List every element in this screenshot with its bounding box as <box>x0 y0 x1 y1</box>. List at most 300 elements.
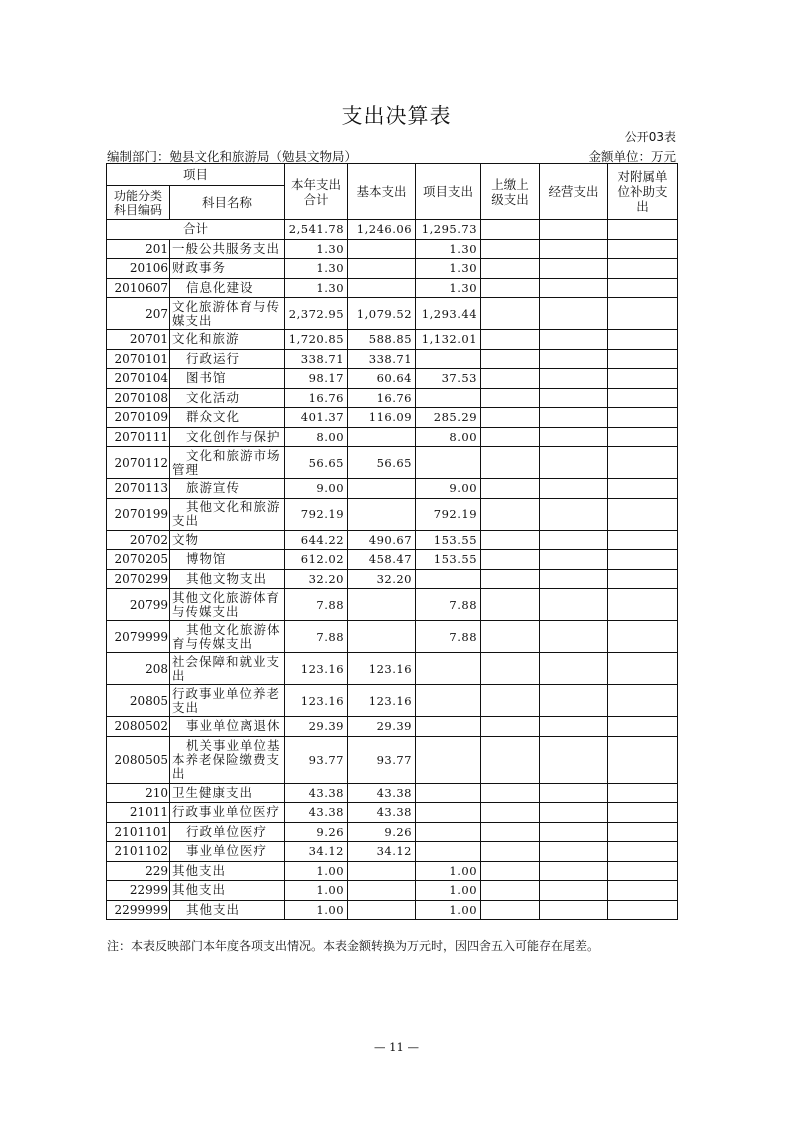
row-business <box>540 736 608 783</box>
row-upper <box>481 861 540 881</box>
row-upper <box>481 685 540 717</box>
table-row <box>107 408 678 428</box>
row-business <box>540 447 608 479</box>
row-business <box>540 530 608 550</box>
row-subsidy <box>608 685 678 717</box>
table-row <box>107 388 678 408</box>
row-name <box>170 736 285 783</box>
header-code: 功能分类科目编码 <box>107 186 170 220</box>
table-row <box>107 842 678 862</box>
table-number: 公开03表 <box>624 130 676 144</box>
row-total: 1.30 <box>285 239 348 259</box>
row-name: 财政事务 <box>170 259 285 279</box>
row-business <box>540 427 608 447</box>
row-total: 1,720.85 <box>285 330 348 350</box>
header-name: 科目名称 <box>170 186 285 220</box>
row-basic: 9.26 <box>348 822 416 842</box>
row-upper <box>481 388 540 408</box>
row-name <box>170 842 285 862</box>
row-name <box>170 447 285 479</box>
row-total: 9.00 <box>285 479 348 499</box>
row-project: 153.55 <box>416 530 481 550</box>
row-basic <box>348 259 416 279</box>
row-name-text: 其他文化和旅游支出 <box>172 499 281 528</box>
row-total: 123.16 <box>285 685 348 717</box>
row-code: 21011 <box>107 803 170 823</box>
header-total: 本年支出合计 <box>285 164 348 220</box>
header-business: 经营支出 <box>540 164 608 220</box>
row-subsidy <box>608 530 678 550</box>
row-code: 2010607 <box>107 278 170 298</box>
row-code: 2080502 <box>107 717 170 737</box>
header-project: 项目支出 <box>416 164 481 220</box>
row-name <box>170 550 285 570</box>
total-basic: 1,246.06 <box>348 220 416 240</box>
row-name: 文化和旅游 <box>170 330 285 350</box>
row-project: 1.00 <box>416 861 481 881</box>
header-basic: 基本支出 <box>348 164 416 220</box>
row-name <box>170 369 285 389</box>
unit-label: 金额单位：万元 <box>588 149 676 164</box>
row-total: 1.00 <box>285 861 348 881</box>
row-business <box>540 369 608 389</box>
row-name: 文物 <box>170 530 285 550</box>
row-project <box>416 803 481 823</box>
row-subsidy <box>608 861 678 881</box>
row-project <box>416 447 481 479</box>
row-name-text: 图书馆 <box>186 370 227 386</box>
row-name-text: 文化活动 <box>186 389 241 405</box>
row-project <box>416 685 481 717</box>
row-upper <box>481 408 540 428</box>
row-project: 1.30 <box>416 239 481 259</box>
row-total: 34.12 <box>285 842 348 862</box>
row-project: 7.88 <box>416 589 481 621</box>
row-code: 208 <box>107 653 170 685</box>
row-project <box>416 653 481 685</box>
row-subsidy <box>608 881 678 901</box>
row-code: 20701 <box>107 330 170 350</box>
row-name: 行政事业单位医疗 <box>170 803 285 823</box>
row-total: 7.88 <box>285 621 348 653</box>
table-row <box>107 550 678 570</box>
row-project <box>416 349 481 369</box>
row-subsidy <box>608 349 678 369</box>
row-project: 153.55 <box>416 550 481 570</box>
row-project: 1,132.01 <box>416 330 481 350</box>
row-business <box>540 479 608 499</box>
row-business <box>540 349 608 369</box>
row-name-text: 事业单位医疗 <box>186 843 268 859</box>
row-project: 792.19 <box>416 498 481 530</box>
row-project: 8.00 <box>416 427 481 447</box>
row-name-text: 旅游宣传 <box>186 480 241 496</box>
row-upper <box>481 479 540 499</box>
row-code: 229 <box>107 861 170 881</box>
table-row <box>107 479 678 499</box>
row-business <box>540 842 608 862</box>
row-basic <box>348 278 416 298</box>
row-basic: 116.09 <box>348 408 416 428</box>
row-upper <box>481 803 540 823</box>
row-name-text: 其他文物支出 <box>186 570 268 586</box>
row-project: 1.30 <box>416 278 481 298</box>
row-code: 20702 <box>107 530 170 550</box>
row-subsidy <box>608 736 678 783</box>
row-total: 1.30 <box>285 278 348 298</box>
row-upper <box>481 589 540 621</box>
row-subsidy <box>608 822 678 842</box>
row-code: 2070101 <box>107 349 170 369</box>
row-code: 2079999 <box>107 621 170 653</box>
row-upper <box>481 259 540 279</box>
row-total: 43.38 <box>285 803 348 823</box>
row-business <box>540 783 608 803</box>
row-total: 32.20 <box>285 569 348 589</box>
row-subsidy <box>608 259 678 279</box>
row-upper <box>481 530 540 550</box>
row-upper <box>481 822 540 842</box>
row-business <box>540 388 608 408</box>
row-code: 2070299 <box>107 569 170 589</box>
row-business <box>540 278 608 298</box>
row-basic: 1,079.52 <box>348 298 416 330</box>
table-row <box>107 530 678 550</box>
row-basic: 338.71 <box>348 349 416 369</box>
row-total: 9.26 <box>285 822 348 842</box>
row-total: 338.71 <box>285 349 348 369</box>
row-basic: 588.85 <box>348 330 416 350</box>
table-row <box>107 822 678 842</box>
row-upper <box>481 427 540 447</box>
row-code: 20799 <box>107 589 170 621</box>
row-subsidy <box>608 427 678 447</box>
total-row <box>107 220 678 240</box>
row-code: 2070112 <box>107 447 170 479</box>
table-row <box>107 685 678 717</box>
row-subsidy <box>608 369 678 389</box>
table-row <box>107 736 678 783</box>
row-basic: 490.67 <box>348 530 416 550</box>
row-subsidy <box>608 717 678 737</box>
row-business <box>540 259 608 279</box>
row-project <box>416 822 481 842</box>
row-upper <box>481 653 540 685</box>
row-business <box>540 803 608 823</box>
row-subsidy <box>608 408 678 428</box>
row-project: 1.00 <box>416 900 481 920</box>
table-row <box>107 803 678 823</box>
row-basic <box>348 589 416 621</box>
row-upper <box>481 736 540 783</box>
row-upper <box>481 621 540 653</box>
table-row <box>107 783 678 803</box>
header-upper: 上缴上级支出 <box>481 164 540 220</box>
row-upper <box>481 900 540 920</box>
row-name-text: 行政运行 <box>186 350 241 366</box>
row-total: 93.77 <box>285 736 348 783</box>
row-name-text: 其他文化旅游体育与传媒支出 <box>172 621 281 651</box>
row-code: 20106 <box>107 259 170 279</box>
row-upper <box>481 717 540 737</box>
row-code: 2070205 <box>107 550 170 570</box>
table-row <box>107 427 678 447</box>
row-subsidy <box>608 653 678 685</box>
row-name: 行政事业单位养老支出 <box>170 685 285 717</box>
row-project: 37.53 <box>416 369 481 389</box>
row-code: 2070109 <box>107 408 170 428</box>
row-total: 1.30 <box>285 259 348 279</box>
row-subsidy <box>608 278 678 298</box>
total-label: 合计 <box>107 220 285 240</box>
table-row <box>107 717 678 737</box>
row-total: 2,372.95 <box>285 298 348 330</box>
row-basic: 60.64 <box>348 369 416 389</box>
row-name: 卫生健康支出 <box>170 783 285 803</box>
row-name-text: 事业单位离退休 <box>186 718 281 734</box>
row-basic <box>348 239 416 259</box>
table-row <box>107 861 678 881</box>
row-business <box>540 498 608 530</box>
row-business <box>540 621 608 653</box>
table-row <box>107 369 678 389</box>
row-name: 其他支出 <box>170 881 285 901</box>
row-basic: 32.20 <box>348 569 416 589</box>
row-basic: 123.16 <box>348 653 416 685</box>
row-subsidy <box>608 550 678 570</box>
row-code: 2101101 <box>107 822 170 842</box>
row-upper <box>481 842 540 862</box>
row-upper <box>481 569 540 589</box>
row-upper <box>481 239 540 259</box>
table-row <box>107 653 678 685</box>
row-subsidy <box>608 479 678 499</box>
row-basic: 29.39 <box>348 717 416 737</box>
row-project <box>416 717 481 737</box>
row-project <box>416 388 481 408</box>
row-name <box>170 408 285 428</box>
row-name <box>170 717 285 737</box>
row-business <box>540 569 608 589</box>
table-row <box>107 498 678 530</box>
row-subsidy <box>608 498 678 530</box>
total-business <box>540 220 608 240</box>
row-basic <box>348 427 416 447</box>
row-upper <box>481 881 540 901</box>
row-business <box>540 550 608 570</box>
row-upper <box>481 447 540 479</box>
row-basic <box>348 861 416 881</box>
row-basic <box>348 479 416 499</box>
row-subsidy <box>608 803 678 823</box>
row-name: 其他支出 <box>170 861 285 881</box>
row-subsidy <box>608 783 678 803</box>
page-title: 支出决算表 <box>341 104 452 128</box>
row-basic: 43.38 <box>348 783 416 803</box>
row-code: 2070113 <box>107 479 170 499</box>
row-name: 社会保障和就业支出 <box>170 653 285 685</box>
row-business <box>540 717 608 737</box>
row-business <box>540 822 608 842</box>
row-upper <box>481 298 540 330</box>
total-subsidy <box>608 220 678 240</box>
row-project: 1.30 <box>416 259 481 279</box>
total-amount: 2,541.78 <box>285 220 348 240</box>
table-row <box>107 330 678 350</box>
row-name <box>170 349 285 369</box>
row-business <box>540 589 608 621</box>
table-row <box>107 589 678 621</box>
row-subsidy <box>608 239 678 259</box>
row-code: 2070199 <box>107 498 170 530</box>
table-row <box>107 278 678 298</box>
row-basic: 123.16 <box>348 685 416 717</box>
table-row <box>107 239 678 259</box>
row-subsidy <box>608 330 678 350</box>
row-name: 一般公共服务支出 <box>170 239 285 259</box>
row-total: 56.65 <box>285 447 348 479</box>
table-row <box>107 259 678 279</box>
row-project: 1.00 <box>416 881 481 901</box>
row-project: 9.00 <box>416 479 481 499</box>
row-code: 2070104 <box>107 369 170 389</box>
row-subsidy <box>608 298 678 330</box>
row-name: 其他文化旅游体育与传媒支出 <box>170 589 285 621</box>
total-upper <box>481 220 540 240</box>
row-name-text: 文化创作与保护 <box>186 428 281 444</box>
row-code: 207 <box>107 298 170 330</box>
row-business <box>540 881 608 901</box>
row-basic <box>348 881 416 901</box>
table-row <box>107 900 678 920</box>
row-subsidy <box>608 589 678 621</box>
row-upper <box>481 550 540 570</box>
row-name <box>170 569 285 589</box>
row-code: 2070111 <box>107 427 170 447</box>
table-row <box>107 447 678 479</box>
row-basic: 458.47 <box>348 550 416 570</box>
row-project: 7.88 <box>416 621 481 653</box>
row-total: 1.00 <box>285 881 348 901</box>
row-subsidy <box>608 569 678 589</box>
row-code: 210 <box>107 783 170 803</box>
total-project: 1,295.73 <box>416 220 481 240</box>
row-project: 1,293.44 <box>416 298 481 330</box>
row-total: 612.02 <box>285 550 348 570</box>
row-name-text: 行政单位医疗 <box>186 823 268 839</box>
row-code: 2101102 <box>107 842 170 862</box>
row-code: 22999 <box>107 881 170 901</box>
row-name <box>170 900 285 920</box>
row-subsidy <box>608 900 678 920</box>
row-name <box>170 388 285 408</box>
row-subsidy <box>608 842 678 862</box>
row-basic <box>348 498 416 530</box>
table-row <box>107 298 678 330</box>
row-total: 1.00 <box>285 900 348 920</box>
row-upper <box>481 278 540 298</box>
row-total: 98.17 <box>285 369 348 389</box>
row-name <box>170 621 285 653</box>
row-code: 2299999 <box>107 900 170 920</box>
row-upper <box>481 369 540 389</box>
row-subsidy <box>608 447 678 479</box>
row-upper <box>481 783 540 803</box>
row-business <box>540 330 608 350</box>
row-upper <box>481 349 540 369</box>
header-subsidy: 对附属单位补助支出 <box>608 164 678 220</box>
row-project: 285.29 <box>416 408 481 428</box>
row-business <box>540 408 608 428</box>
table-row <box>107 569 678 589</box>
row-upper <box>481 498 540 530</box>
table-row <box>107 881 678 901</box>
row-total: 43.38 <box>285 783 348 803</box>
row-business <box>540 861 608 881</box>
row-basic <box>348 621 416 653</box>
row-business <box>540 900 608 920</box>
row-total: 29.39 <box>285 717 348 737</box>
row-project <box>416 736 481 783</box>
row-total: 401.37 <box>285 408 348 428</box>
row-name-text: 信息化建设 <box>186 279 254 295</box>
row-project <box>416 842 481 862</box>
footnote: 注：本表反映部门本年度各项支出情况。本表金额转换为万元时，因四舍五入可能存在尾差。 <box>107 939 600 953</box>
row-subsidy <box>608 388 678 408</box>
row-basic: 34.12 <box>348 842 416 862</box>
department-label: 编制部门：勉县文化和旅游局（勉县文物局） <box>107 149 358 164</box>
row-name-text: 其他支出 <box>186 901 241 917</box>
row-code: 201 <box>107 239 170 259</box>
row-name-text: 机关事业单位基本养老保险缴费支出 <box>172 737 281 781</box>
row-basic: 43.38 <box>348 803 416 823</box>
row-basic: 93.77 <box>348 736 416 783</box>
row-code: 2080505 <box>107 736 170 783</box>
row-name <box>170 498 285 530</box>
table-row <box>107 621 678 653</box>
row-business <box>540 685 608 717</box>
row-total: 16.76 <box>285 388 348 408</box>
row-name <box>170 278 285 298</box>
row-name <box>170 479 285 499</box>
row-business <box>540 298 608 330</box>
row-total: 7.88 <box>285 589 348 621</box>
row-total: 123.16 <box>285 653 348 685</box>
row-name-text: 文化和旅游市场管理 <box>172 447 281 477</box>
row-total: 8.00 <box>285 427 348 447</box>
row-name <box>170 822 285 842</box>
row-project <box>416 783 481 803</box>
table-row <box>107 349 678 369</box>
row-total: 792.19 <box>285 498 348 530</box>
row-name-text: 博物馆 <box>186 551 227 567</box>
row-subsidy <box>608 621 678 653</box>
row-basic <box>348 900 416 920</box>
row-basic: 16.76 <box>348 388 416 408</box>
row-total: 644.22 <box>285 530 348 550</box>
row-project <box>416 569 481 589</box>
row-name-text: 群众文化 <box>186 409 241 425</box>
row-code: 2070108 <box>107 388 170 408</box>
row-name: 文化旅游体育与传媒支出 <box>170 298 285 330</box>
expenditure-table <box>106 163 678 920</box>
row-name <box>170 427 285 447</box>
row-business <box>540 239 608 259</box>
row-basic: 56.65 <box>348 447 416 479</box>
row-upper <box>481 330 540 350</box>
row-code: 20805 <box>107 685 170 717</box>
header-item: 项目 <box>107 164 285 186</box>
